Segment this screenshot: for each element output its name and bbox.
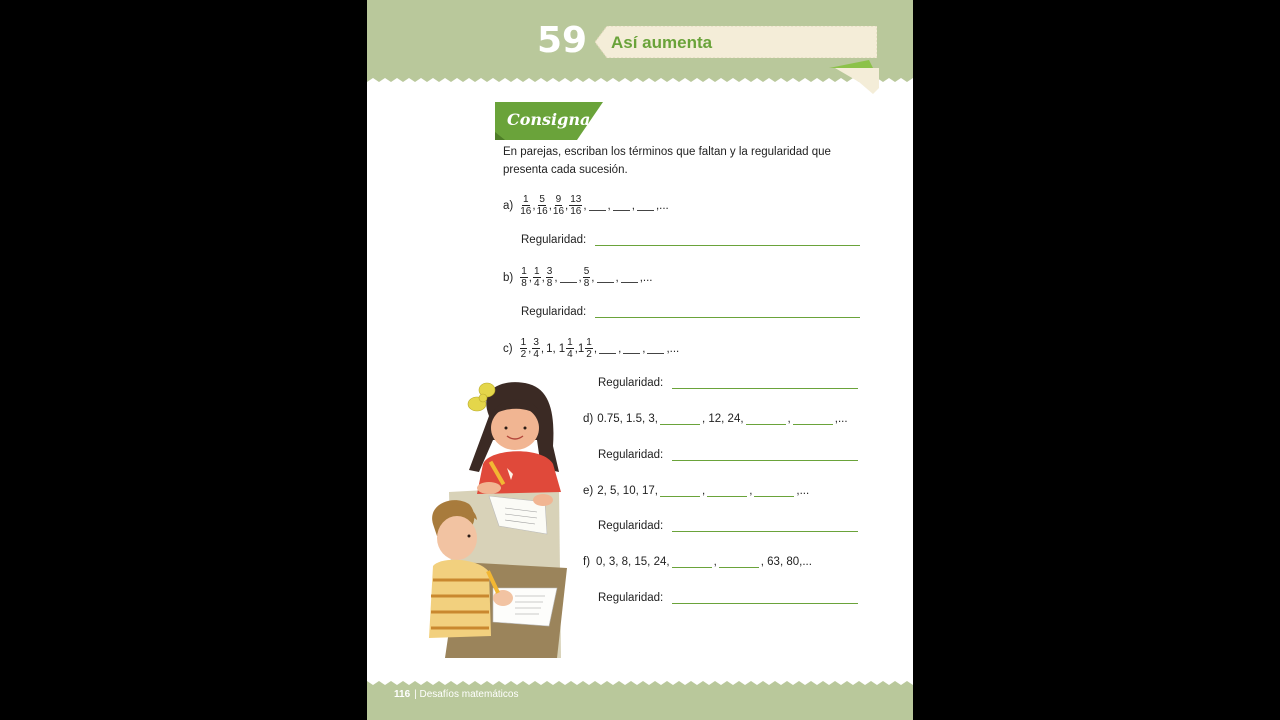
answer-blank[interactable] xyxy=(637,200,654,211)
exercise-c: c) $\frac{1}{2}$ , $\frac{3}{4}$ , 1, 1 $\frac{1}{4}$ , 1 $\frac{1}{2}$ , , , ,... xyxy=(503,337,680,360)
answer-blank[interactable] xyxy=(589,200,606,211)
answer-blank[interactable] xyxy=(623,343,640,354)
answer-blank[interactable] xyxy=(672,557,712,568)
answer-blank[interactable] xyxy=(621,272,638,283)
fraction: $\frac{3}{8}$ xyxy=(546,266,553,289)
mixed-number: 1 $\frac{1}{4}$ xyxy=(558,337,573,360)
regularity-answer-line[interactable] xyxy=(672,603,858,604)
children-studying-illustration xyxy=(419,376,599,658)
answer-blank[interactable] xyxy=(613,200,630,211)
regularity-label: Regularidad: xyxy=(598,449,664,461)
exercise-letter: b) xyxy=(503,271,514,284)
textbook-page xyxy=(367,0,913,720)
sequence-ending: ,... xyxy=(666,342,680,355)
answer-blank[interactable] xyxy=(599,343,616,354)
regularity-label: Regularidad: xyxy=(521,234,587,246)
fraction: $\frac{1}{2}$ xyxy=(520,337,527,360)
answer-blank[interactable] xyxy=(660,486,700,497)
regularity-answer-line[interactable] xyxy=(672,460,858,461)
page-number: 116 xyxy=(394,689,411,700)
exercise-letter: a) xyxy=(503,199,514,212)
fraction: $\frac{1}{16}$ xyxy=(520,194,532,217)
answer-blank[interactable] xyxy=(597,272,614,283)
consigna-label: Consigna xyxy=(507,110,591,129)
answer-blank[interactable] xyxy=(746,414,786,425)
regularity-answer-line[interactable] xyxy=(595,317,860,318)
fraction: $\frac{13}{16}$ xyxy=(570,194,582,217)
lesson-number: 59 xyxy=(537,20,588,61)
fraction: $\frac{1}{8}$ xyxy=(521,266,527,289)
footer xyxy=(394,689,518,700)
sequence-ending: ,... xyxy=(639,271,653,284)
sequence-ending: ,... xyxy=(834,413,848,425)
answer-blank[interactable] xyxy=(660,414,700,425)
regularity-answer-line[interactable] xyxy=(672,531,858,532)
ribbon-fold-decoration xyxy=(829,58,881,96)
exercise-letter: e) xyxy=(583,485,594,497)
regularity-answer-line[interactable] xyxy=(672,388,858,389)
lesson-title: Así aumenta xyxy=(611,33,713,52)
regularity-label: Regularidad: xyxy=(598,377,664,389)
regularity-label: Regularidad: xyxy=(598,520,664,532)
sequence-ending: ,... xyxy=(655,199,669,212)
answer-blank[interactable] xyxy=(707,486,747,497)
answer-blank[interactable] xyxy=(719,557,759,568)
regularity-label: Regularidad: xyxy=(521,306,587,318)
exercise-e: e) 2, 5, 10, 17, , , ,... xyxy=(583,485,810,497)
fraction: $\frac{5}{16}$ xyxy=(536,194,548,217)
exercise-letter: f) xyxy=(583,556,591,568)
instructions-text: En parejas, escriban los términos que faltan y la regularidad que presenta cada sucesión. xyxy=(503,146,831,176)
fraction: $\frac{1}{4}$ xyxy=(534,266,540,289)
exercise-letter: c) xyxy=(503,342,513,355)
exercise-a: a) $\frac{1}{16}$ , $\frac{5}{16}$ , $\frac{9}{16}$ , $\frac{13}{16}$ , , , ,... xyxy=(503,194,669,217)
exercise-f: f) 0, 3, 8, 15, 24, , , 63, 80,... xyxy=(583,556,812,568)
exercise-letter: d) xyxy=(583,413,594,425)
answer-blank[interactable] xyxy=(754,486,794,497)
fraction: $\frac{9}{16}$ xyxy=(552,194,565,217)
mixed-number: 1 $\frac{1}{2}$ xyxy=(577,337,592,360)
fraction: $\frac{3}{4}$ xyxy=(533,337,539,360)
fraction: $\frac{5}{8}$ xyxy=(583,266,590,289)
answer-blank[interactable] xyxy=(560,272,577,283)
exercise-d: d) 0.75, 1.5, 3, , 12, 24, , ,... xyxy=(583,413,848,425)
sequence-ending: ,... xyxy=(796,485,810,497)
regularity-label: Regularidad: xyxy=(598,592,664,604)
book-title: | Desafíos matemáticos xyxy=(414,689,519,700)
exercise-b: b) $\frac{1}{8}$ , $\frac{1}{4}$ , $\frac{3}{8}$ , , $\frac{5}{8}$ , , ,... xyxy=(503,266,653,289)
answer-blank[interactable] xyxy=(647,343,664,354)
regularity-answer-line[interactable] xyxy=(595,245,860,246)
answer-blank[interactable] xyxy=(793,414,833,425)
